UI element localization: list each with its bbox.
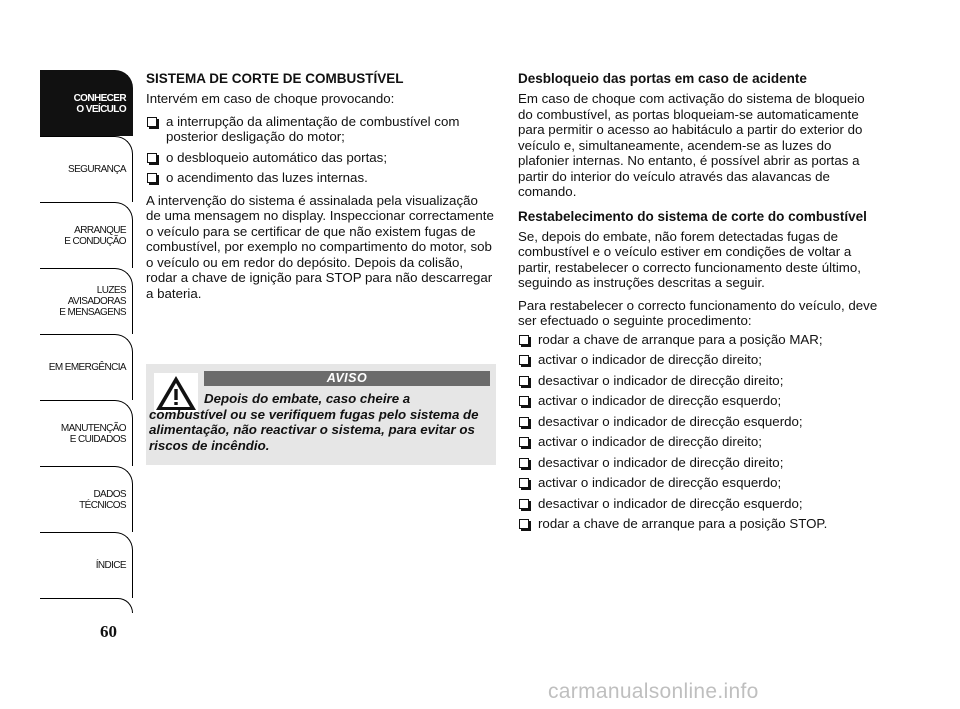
right-column bbox=[518, 70, 878, 539]
list-item: activar o indicador de direcção esquerdo; bbox=[518, 393, 878, 409]
list-item: rodar a chave de arranque para a posição STOP. bbox=[518, 516, 878, 532]
chapter-tabs bbox=[40, 70, 133, 613]
body-paragraph: A intervenção do sistema é assinalada pela visualização de uma mensagem no display. Inspeccionar correctamente o veículo para se certificar de que não existem fugas de combustível, por exemplo no compartimento do motor, sob o veículo ou em redor do depósito. Depois da colisão, rodar a chave de ignição para STOP para não descarregar a bateria. bbox=[146, 192, 494, 301]
tab-conhecer-o-veiculo[interactable] bbox=[40, 70, 133, 136]
tab-label: EM EMERGÊNCIA bbox=[48, 362, 126, 373]
list-item: desactivar o indicador de direcção esquerdo; bbox=[518, 414, 878, 430]
intro-text: Intervém em caso de choque provocando: bbox=[146, 91, 395, 106]
tab-indice[interactable] bbox=[40, 532, 133, 598]
watermark: carmanualsonline.info bbox=[548, 680, 759, 703]
body-paragraph: Se, depois do embate, não forem detectadas fugas de combustível e o veículo estiver em condições de voltar a partir, restabelecer o correcto funcionamento deste último, seguindo as instruções descritas a seguir. bbox=[518, 228, 861, 290]
left-column bbox=[146, 70, 496, 308]
body-paragraph: Para restabelecer o correcto funcionamento do veículo, deve ser efectuado o seguinte procedimento: bbox=[518, 297, 878, 328]
warning-box bbox=[146, 364, 496, 465]
page-number: 60 bbox=[100, 622, 117, 641]
warning-text: Depois do embate, caso cheire a combustível ou se verifiquem fugas pelo sistema de alimentação, não reactivar o sistema, para evitar os riscos de incêndio. bbox=[149, 391, 479, 453]
section-title: Desbloqueio das portas em caso de acidente bbox=[518, 71, 807, 86]
section-title: Restabelecimento do sistema de corte do combustível bbox=[518, 208, 867, 224]
tab-arranque-e-conducao[interactable] bbox=[40, 202, 133, 268]
bullet-list bbox=[146, 114, 496, 186]
tab-manutencao[interactable] bbox=[40, 400, 133, 466]
tab-label: SEGURANÇA bbox=[68, 164, 126, 175]
tab-label: DADOS TÉCNICOS bbox=[79, 488, 126, 511]
list-item: rodar a chave de arranque para a posição MAR; bbox=[518, 332, 878, 348]
tab-dados-tecnicos[interactable] bbox=[40, 466, 133, 532]
list-item: o desbloqueio automático das portas; bbox=[146, 150, 496, 166]
tab-label: CONHECER O VEÍCULO bbox=[73, 92, 126, 115]
list-item: activar o indicador de direcção esquerdo; bbox=[518, 475, 878, 491]
list-item: a interrupção da alimentação de combustível com posterior desligação do motor; bbox=[146, 114, 496, 145]
list-item: activar o indicador de direcção direito; bbox=[518, 352, 878, 368]
list-item: desactivar o indicador de direcção esquerdo; bbox=[518, 496, 878, 512]
list-item: o acendimento das luzes internas. bbox=[146, 170, 496, 186]
tab-seguranca[interactable] bbox=[40, 136, 133, 202]
section-title: SISTEMA DE CORTE DE COMBUSTÍVEL bbox=[146, 71, 404, 86]
tab-label: ARRANQUE E CONDUÇÃO bbox=[64, 224, 126, 247]
list-item: activar o indicador de direcção direito; bbox=[518, 434, 878, 450]
tab-divider bbox=[40, 598, 133, 613]
tab-luzes-avisadoras[interactable] bbox=[40, 268, 133, 334]
warning-label: AVISO bbox=[204, 371, 490, 386]
tab-label: LUZES AVISADORAS E MENSAGENS bbox=[59, 285, 126, 318]
body-paragraph: Em caso de choque com activação do sistema de bloqueio do combustível, as portas bloqueiam-se automaticamente para permitir o acesso ao habitáculo a partir do exterior do veículo e, simultaneamente, acendem-se as luzes do plafonier internas. No entanto, é possível abrir as portas a partir do interior do veículo através das alavancas de comando. bbox=[518, 91, 865, 199]
steps-list bbox=[518, 332, 878, 532]
tab-label: MANUTENÇÃO E CUIDADOS bbox=[60, 422, 126, 445]
tab-em-emergencia[interactable] bbox=[40, 334, 133, 400]
list-item: desactivar o indicador de direcção direito; bbox=[518, 455, 878, 471]
tab-label: ÍNDICE bbox=[95, 560, 126, 571]
list-item: desactivar o indicador de direcção direito; bbox=[518, 373, 878, 389]
